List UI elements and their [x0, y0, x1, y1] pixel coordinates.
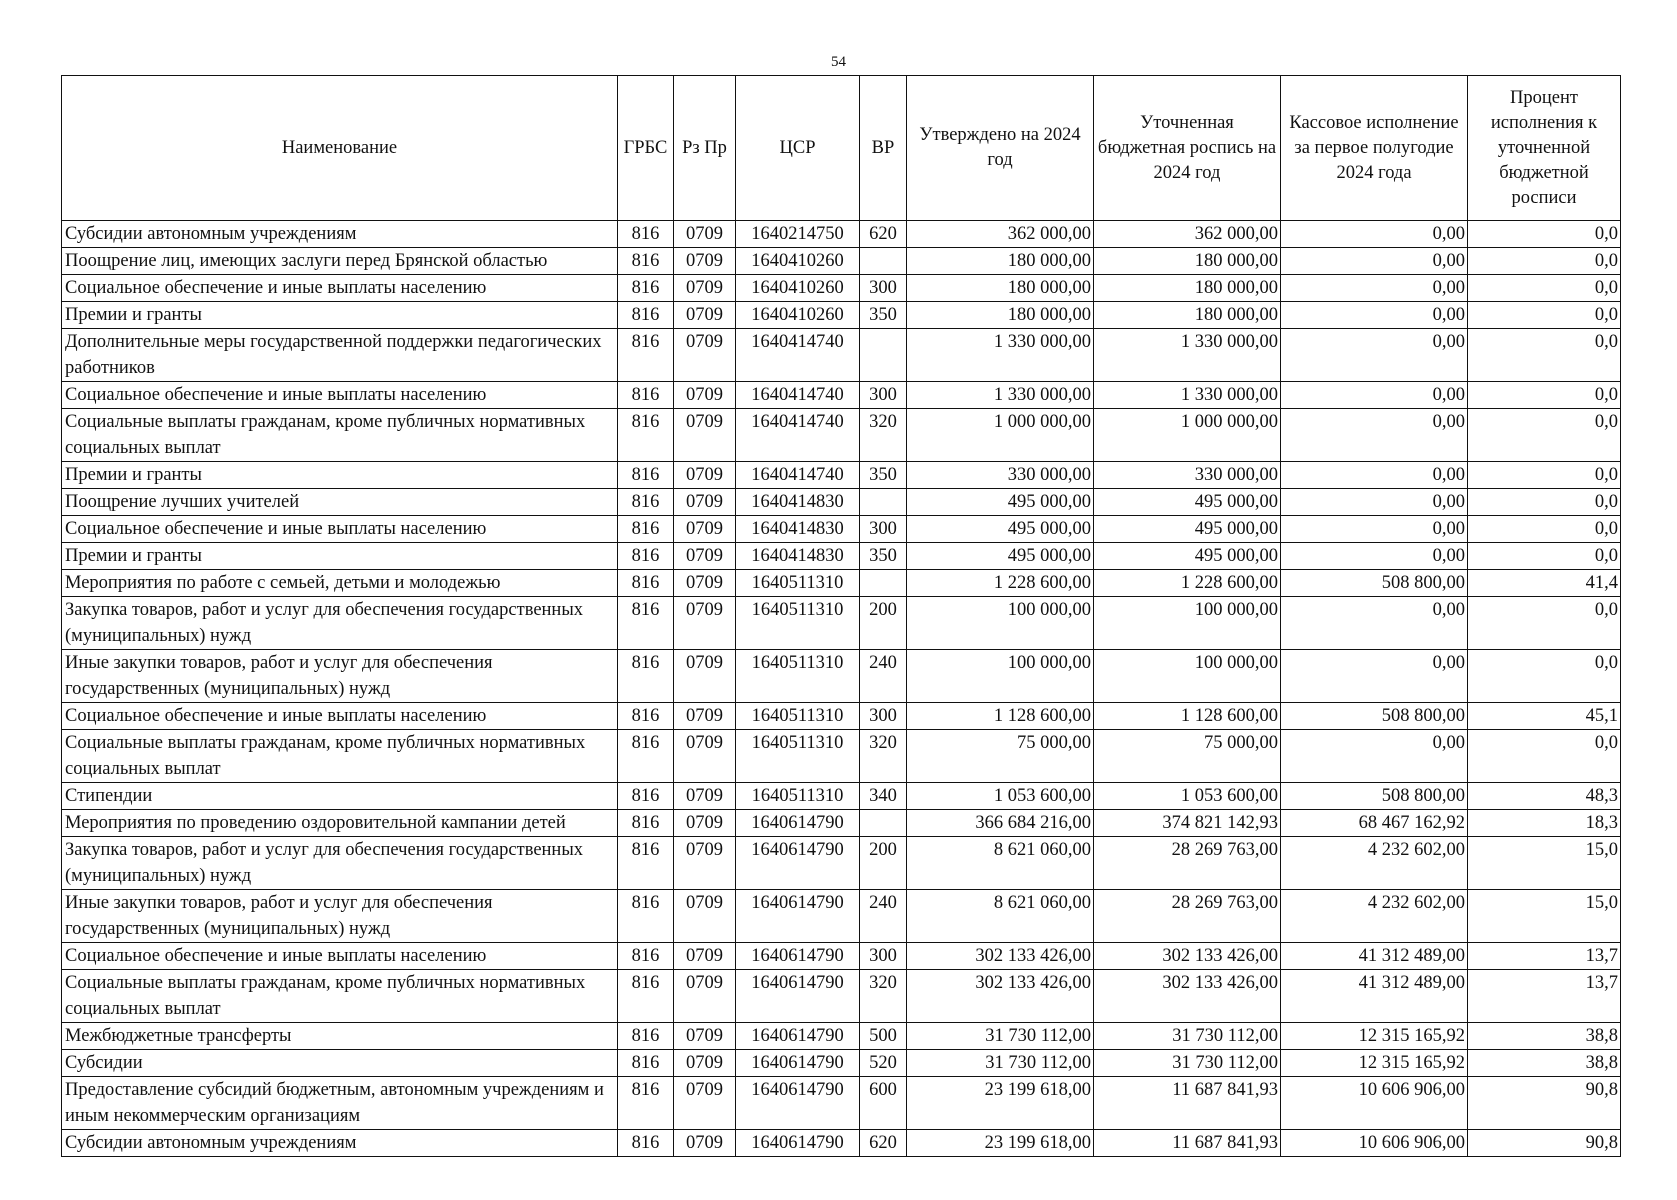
cell-cash: 68 467 162,92 — [1281, 810, 1468, 837]
cell-grbs: 816 — [618, 543, 674, 570]
cell-refined: 362 000,00 — [1094, 221, 1281, 248]
cell-rzpr: 0709 — [674, 329, 736, 382]
table-row — [62, 970, 1621, 1023]
cell-refined: 31 730 112,00 — [1094, 1023, 1281, 1050]
cell-cash: 508 800,00 — [1281, 570, 1468, 597]
cell-rzpr: 0709 — [674, 516, 736, 543]
cell-csr: 1640414740 — [736, 462, 860, 489]
cell-approved: 495 000,00 — [907, 543, 1094, 570]
table-row — [62, 248, 1621, 275]
cell-approved: 31 730 112,00 — [907, 1050, 1094, 1077]
cell-cash: 0,00 — [1281, 302, 1468, 329]
table-row — [62, 302, 1621, 329]
table-row — [62, 409, 1621, 462]
cell-vr: 300 — [860, 382, 907, 409]
cell-approved: 302 133 426,00 — [907, 970, 1094, 1023]
cell-refined: 1 228 600,00 — [1094, 570, 1281, 597]
cell-cash: 4 232 602,00 — [1281, 890, 1468, 943]
cell-vr: 340 — [860, 783, 907, 810]
cell-name: Социальное обеспечение и иные выплаты населению — [62, 275, 618, 302]
cell-vr: 320 — [860, 970, 907, 1023]
cell-refined: 302 133 426,00 — [1094, 943, 1281, 970]
cell-name: Социальные выплаты гражданам, кроме публичных нормативных социальных выплат — [62, 730, 618, 783]
cell-grbs: 816 — [618, 597, 674, 650]
cell-vr: 620 — [860, 1130, 907, 1157]
cell-approved: 180 000,00 — [907, 275, 1094, 302]
cell-name: Иные закупки товаров, работ и услуг для обеспечения государственных (муниципальных) нужд — [62, 890, 618, 943]
cell-name: Поощрение лиц, имеющих заслуги перед Брянской областью — [62, 248, 618, 275]
cell-name: Социальное обеспечение и иные выплаты населению — [62, 516, 618, 543]
cell-name: Закупка товаров, работ и услуг для обеспечения государственных (муниципальных) нужд — [62, 837, 618, 890]
cell-rzpr: 0709 — [674, 1077, 736, 1130]
cell-approved: 330 000,00 — [907, 462, 1094, 489]
cell-refined: 100 000,00 — [1094, 597, 1281, 650]
cell-refined: 374 821 142,93 — [1094, 810, 1281, 837]
cell-csr: 1640614790 — [736, 1077, 860, 1130]
cell-name: Субсидии — [62, 1050, 618, 1077]
cell-csr: 1640214750 — [736, 221, 860, 248]
table-row — [62, 329, 1621, 382]
cell-cash: 12 315 165,92 — [1281, 1023, 1468, 1050]
cell-vr — [860, 810, 907, 837]
cell-approved: 362 000,00 — [907, 221, 1094, 248]
cell-vr: 300 — [860, 516, 907, 543]
cell-refined: 180 000,00 — [1094, 302, 1281, 329]
cell-csr: 1640511310 — [736, 703, 860, 730]
cell-cash: 0,00 — [1281, 650, 1468, 703]
cell-rzpr: 0709 — [674, 783, 736, 810]
cell-cash: 0,00 — [1281, 462, 1468, 489]
cell-percent: 0,0 — [1468, 516, 1621, 543]
cell-percent: 13,7 — [1468, 943, 1621, 970]
table-row — [62, 730, 1621, 783]
cell-refined: 31 730 112,00 — [1094, 1050, 1281, 1077]
cell-cash: 4 232 602,00 — [1281, 837, 1468, 890]
cell-refined: 495 000,00 — [1094, 516, 1281, 543]
header-cash: Кассовое исполнение за первое полугодие 2024 года — [1281, 76, 1468, 221]
cell-percent: 0,0 — [1468, 597, 1621, 650]
cell-approved: 1 330 000,00 — [907, 329, 1094, 382]
cell-csr: 1640614790 — [736, 943, 860, 970]
cell-percent: 38,8 — [1468, 1050, 1621, 1077]
cell-cash: 0,00 — [1281, 382, 1468, 409]
cell-approved: 495 000,00 — [907, 516, 1094, 543]
cell-csr: 1640511310 — [736, 730, 860, 783]
cell-percent: 45,1 — [1468, 703, 1621, 730]
cell-approved: 23 199 618,00 — [907, 1077, 1094, 1130]
cell-vr: 350 — [860, 302, 907, 329]
cell-rzpr: 0709 — [674, 382, 736, 409]
cell-csr: 1640511310 — [736, 597, 860, 650]
cell-approved: 495 000,00 — [907, 489, 1094, 516]
cell-vr: 520 — [860, 1050, 907, 1077]
cell-rzpr: 0709 — [674, 275, 736, 302]
cell-approved: 366 684 216,00 — [907, 810, 1094, 837]
cell-name: Премии и гранты — [62, 302, 618, 329]
cell-grbs: 816 — [618, 570, 674, 597]
table-header — [62, 76, 1621, 221]
cell-csr: 1640414740 — [736, 409, 860, 462]
cell-refined: 75 000,00 — [1094, 730, 1281, 783]
cell-grbs: 816 — [618, 275, 674, 302]
cell-approved: 1 228 600,00 — [907, 570, 1094, 597]
cell-csr: 1640410260 — [736, 248, 860, 275]
cell-name: Субсидии автономным учреждениям — [62, 221, 618, 248]
header-row — [62, 76, 1621, 221]
cell-csr: 1640614790 — [736, 1023, 860, 1050]
table-row — [62, 516, 1621, 543]
cell-percent: 0,0 — [1468, 248, 1621, 275]
cell-vr: 200 — [860, 597, 907, 650]
cell-grbs: 816 — [618, 1077, 674, 1130]
cell-csr: 1640511310 — [736, 783, 860, 810]
cell-grbs: 816 — [618, 943, 674, 970]
cell-percent: 0,0 — [1468, 489, 1621, 516]
cell-rzpr: 0709 — [674, 1050, 736, 1077]
cell-percent: 13,7 — [1468, 970, 1621, 1023]
cell-rzpr: 0709 — [674, 703, 736, 730]
cell-name: Субсидии автономным учреждениям — [62, 1130, 618, 1157]
cell-name: Стипендии — [62, 783, 618, 810]
cell-approved: 180 000,00 — [907, 302, 1094, 329]
cell-vr: 240 — [860, 650, 907, 703]
table-row — [62, 837, 1621, 890]
header-refined: Уточненная бюджетная роспись на 2024 год — [1094, 76, 1281, 221]
table-row — [62, 1077, 1621, 1130]
cell-rzpr: 0709 — [674, 837, 736, 890]
cell-refined: 330 000,00 — [1094, 462, 1281, 489]
cell-grbs: 816 — [618, 409, 674, 462]
cell-approved: 302 133 426,00 — [907, 943, 1094, 970]
cell-rzpr: 0709 — [674, 221, 736, 248]
table-row — [62, 890, 1621, 943]
cell-refined: 11 687 841,93 — [1094, 1077, 1281, 1130]
cell-rzpr: 0709 — [674, 970, 736, 1023]
cell-cash: 10 606 906,00 — [1281, 1130, 1468, 1157]
cell-percent: 0,0 — [1468, 221, 1621, 248]
cell-name: Социальное обеспечение и иные выплаты населению — [62, 382, 618, 409]
cell-refined: 302 133 426,00 — [1094, 970, 1281, 1023]
cell-grbs: 816 — [618, 462, 674, 489]
cell-grbs: 816 — [618, 221, 674, 248]
table-row — [62, 221, 1621, 248]
cell-grbs: 816 — [618, 890, 674, 943]
cell-csr: 1640414740 — [736, 382, 860, 409]
cell-percent: 0,0 — [1468, 543, 1621, 570]
cell-cash: 0,00 — [1281, 730, 1468, 783]
cell-grbs: 816 — [618, 382, 674, 409]
cell-vr: 350 — [860, 462, 907, 489]
cell-csr: 1640414830 — [736, 543, 860, 570]
cell-csr: 1640414830 — [736, 489, 860, 516]
table-row — [62, 1130, 1621, 1157]
cell-csr: 1640614790 — [736, 837, 860, 890]
header-percent: Процент исполнения к уточненной бюджетной росписи — [1468, 76, 1621, 221]
cell-csr: 1640410260 — [736, 275, 860, 302]
table-row — [62, 543, 1621, 570]
table-row — [62, 943, 1621, 970]
cell-percent: 15,0 — [1468, 837, 1621, 890]
cell-name: Мероприятия по проведению оздоровительной кампании детей — [62, 810, 618, 837]
cell-percent: 18,3 — [1468, 810, 1621, 837]
cell-name: Социальное обеспечение и иные выплаты населению — [62, 703, 618, 730]
cell-csr: 1640614790 — [736, 970, 860, 1023]
cell-vr: 350 — [860, 543, 907, 570]
cell-percent: 41,4 — [1468, 570, 1621, 597]
cell-vr: 200 — [860, 837, 907, 890]
cell-vr — [860, 248, 907, 275]
cell-name: Социальные выплаты гражданам, кроме публичных нормативных социальных выплат — [62, 409, 618, 462]
cell-csr: 1640410260 — [736, 302, 860, 329]
header-name: Наименование — [62, 76, 618, 221]
cell-refined: 28 269 763,00 — [1094, 890, 1281, 943]
cell-grbs: 816 — [618, 650, 674, 703]
cell-rzpr: 0709 — [674, 597, 736, 650]
cell-approved: 75 000,00 — [907, 730, 1094, 783]
cell-csr: 1640511310 — [736, 570, 860, 597]
cell-approved: 1 330 000,00 — [907, 382, 1094, 409]
cell-refined: 11 687 841,93 — [1094, 1130, 1281, 1157]
cell-vr: 240 — [860, 890, 907, 943]
table-row — [62, 597, 1621, 650]
cell-rzpr: 0709 — [674, 943, 736, 970]
header-csr: ЦСР — [736, 76, 860, 221]
cell-name: Социальное обеспечение и иные выплаты населению — [62, 943, 618, 970]
cell-vr: 320 — [860, 730, 907, 783]
table-row — [62, 275, 1621, 302]
cell-cash: 41 312 489,00 — [1281, 943, 1468, 970]
header-grbs: ГРБС — [618, 76, 674, 221]
cell-rzpr: 0709 — [674, 543, 736, 570]
cell-approved: 1 053 600,00 — [907, 783, 1094, 810]
cell-name: Премии и гранты — [62, 543, 618, 570]
cell-refined: 495 000,00 — [1094, 489, 1281, 516]
cell-percent: 38,8 — [1468, 1023, 1621, 1050]
cell-csr: 1640614790 — [736, 1130, 860, 1157]
cell-grbs: 816 — [618, 329, 674, 382]
cell-percent: 0,0 — [1468, 462, 1621, 489]
cell-refined: 1 053 600,00 — [1094, 783, 1281, 810]
cell-refined: 1 000 000,00 — [1094, 409, 1281, 462]
cell-rzpr: 0709 — [674, 489, 736, 516]
cell-name: Премии и гранты — [62, 462, 618, 489]
cell-approved: 1 128 600,00 — [907, 703, 1094, 730]
cell-vr: 300 — [860, 703, 907, 730]
cell-rzpr: 0709 — [674, 730, 736, 783]
cell-cash: 508 800,00 — [1281, 783, 1468, 810]
cell-rzpr: 0709 — [674, 890, 736, 943]
cell-vr — [860, 489, 907, 516]
table-row — [62, 462, 1621, 489]
cell-vr: 320 — [860, 409, 907, 462]
table-row — [62, 1023, 1621, 1050]
cell-percent: 0,0 — [1468, 382, 1621, 409]
cell-refined: 1 330 000,00 — [1094, 329, 1281, 382]
cell-grbs: 816 — [618, 837, 674, 890]
header-rzpr: Рз Пр — [674, 76, 736, 221]
cell-percent: 15,0 — [1468, 890, 1621, 943]
cell-grbs: 816 — [618, 1130, 674, 1157]
cell-rzpr: 0709 — [674, 1023, 736, 1050]
table-row — [62, 1050, 1621, 1077]
cell-csr: 1640614790 — [736, 810, 860, 837]
cell-grbs: 816 — [618, 1050, 674, 1077]
cell-refined: 28 269 763,00 — [1094, 837, 1281, 890]
cell-percent: 90,8 — [1468, 1077, 1621, 1130]
cell-grbs: 816 — [618, 248, 674, 275]
cell-vr — [860, 329, 907, 382]
cell-cash: 0,00 — [1281, 543, 1468, 570]
header-approved: Утверждено на 2024 год — [907, 76, 1094, 221]
cell-rzpr: 0709 — [674, 810, 736, 837]
cell-refined: 495 000,00 — [1094, 543, 1281, 570]
cell-percent: 0,0 — [1468, 409, 1621, 462]
cell-refined: 1 330 000,00 — [1094, 382, 1281, 409]
cell-approved: 100 000,00 — [907, 597, 1094, 650]
cell-vr — [860, 570, 907, 597]
cell-approved: 100 000,00 — [907, 650, 1094, 703]
header-vr: ВР — [860, 76, 907, 221]
cell-refined: 100 000,00 — [1094, 650, 1281, 703]
cell-cash: 0,00 — [1281, 409, 1468, 462]
cell-cash: 0,00 — [1281, 248, 1468, 275]
cell-rzpr: 0709 — [674, 570, 736, 597]
cell-vr: 620 — [860, 221, 907, 248]
table-row — [62, 650, 1621, 703]
cell-name: Мероприятия по работе с семьей, детьми и молодежью — [62, 570, 618, 597]
cell-percent: 0,0 — [1468, 275, 1621, 302]
cell-cash: 41 312 489,00 — [1281, 970, 1468, 1023]
cell-rzpr: 0709 — [674, 462, 736, 489]
cell-approved: 1 000 000,00 — [907, 409, 1094, 462]
cell-refined: 1 128 600,00 — [1094, 703, 1281, 730]
cell-percent: 0,0 — [1468, 329, 1621, 382]
cell-cash: 0,00 — [1281, 597, 1468, 650]
cell-rzpr: 0709 — [674, 409, 736, 462]
cell-vr: 500 — [860, 1023, 907, 1050]
table-row — [62, 570, 1621, 597]
cell-name: Иные закупки товаров, работ и услуг для обеспечения государственных (муниципальных) нужд — [62, 650, 618, 703]
cell-approved: 180 000,00 — [907, 248, 1094, 275]
cell-grbs: 816 — [618, 783, 674, 810]
cell-cash: 0,00 — [1281, 516, 1468, 543]
cell-grbs: 816 — [618, 302, 674, 329]
cell-csr: 1640614790 — [736, 1050, 860, 1077]
table-row — [62, 382, 1621, 409]
cell-name: Межбюджетные трансферты — [62, 1023, 618, 1050]
cell-name: Предоставление субсидий бюджетным, автономным учреждениям и иным некоммерческим организациям — [62, 1077, 618, 1130]
table-row — [62, 703, 1621, 730]
cell-refined: 180 000,00 — [1094, 248, 1281, 275]
cell-cash: 0,00 — [1281, 329, 1468, 382]
cell-rzpr: 0709 — [674, 248, 736, 275]
cell-name: Социальные выплаты гражданам, кроме публичных нормативных социальных выплат — [62, 970, 618, 1023]
table-row — [62, 489, 1621, 516]
cell-csr: 1640414830 — [736, 516, 860, 543]
cell-percent: 0,0 — [1468, 730, 1621, 783]
cell-grbs: 816 — [618, 730, 674, 783]
cell-csr: 1640414740 — [736, 329, 860, 382]
cell-approved: 31 730 112,00 — [907, 1023, 1094, 1050]
cell-name: Закупка товаров, работ и услуг для обеспечения государственных (муниципальных) нужд — [62, 597, 618, 650]
cell-rzpr: 0709 — [674, 1130, 736, 1157]
budget-table — [61, 75, 1621, 1157]
cell-rzpr: 0709 — [674, 302, 736, 329]
cell-grbs: 816 — [618, 489, 674, 516]
cell-cash: 0,00 — [1281, 221, 1468, 248]
table-row — [62, 783, 1621, 810]
cell-grbs: 816 — [618, 1023, 674, 1050]
cell-grbs: 816 — [618, 970, 674, 1023]
cell-approved: 23 199 618,00 — [907, 1130, 1094, 1157]
cell-refined: 180 000,00 — [1094, 275, 1281, 302]
cell-cash: 0,00 — [1281, 275, 1468, 302]
cell-grbs: 816 — [618, 810, 674, 837]
cell-cash: 0,00 — [1281, 489, 1468, 516]
table-row — [62, 810, 1621, 837]
cell-cash: 10 606 906,00 — [1281, 1077, 1468, 1130]
cell-approved: 8 621 060,00 — [907, 890, 1094, 943]
cell-percent: 0,0 — [1468, 302, 1621, 329]
cell-name: Дополнительные меры государственной поддержки педагогических работников — [62, 329, 618, 382]
cell-percent: 90,8 — [1468, 1130, 1621, 1157]
cell-vr: 300 — [860, 275, 907, 302]
cell-csr: 1640511310 — [736, 650, 860, 703]
cell-percent: 0,0 — [1468, 650, 1621, 703]
cell-csr: 1640614790 — [736, 890, 860, 943]
table-body — [62, 221, 1621, 1157]
cell-grbs: 816 — [618, 703, 674, 730]
cell-vr: 600 — [860, 1077, 907, 1130]
cell-percent: 48,3 — [1468, 783, 1621, 810]
cell-cash: 508 800,00 — [1281, 703, 1468, 730]
page-number: 54 — [831, 54, 846, 70]
cell-vr: 300 — [860, 943, 907, 970]
cell-rzpr: 0709 — [674, 650, 736, 703]
cell-grbs: 816 — [618, 516, 674, 543]
cell-cash: 12 315 165,92 — [1281, 1050, 1468, 1077]
cell-approved: 8 621 060,00 — [907, 837, 1094, 890]
cell-name: Поощрение лучших учителей — [62, 489, 618, 516]
